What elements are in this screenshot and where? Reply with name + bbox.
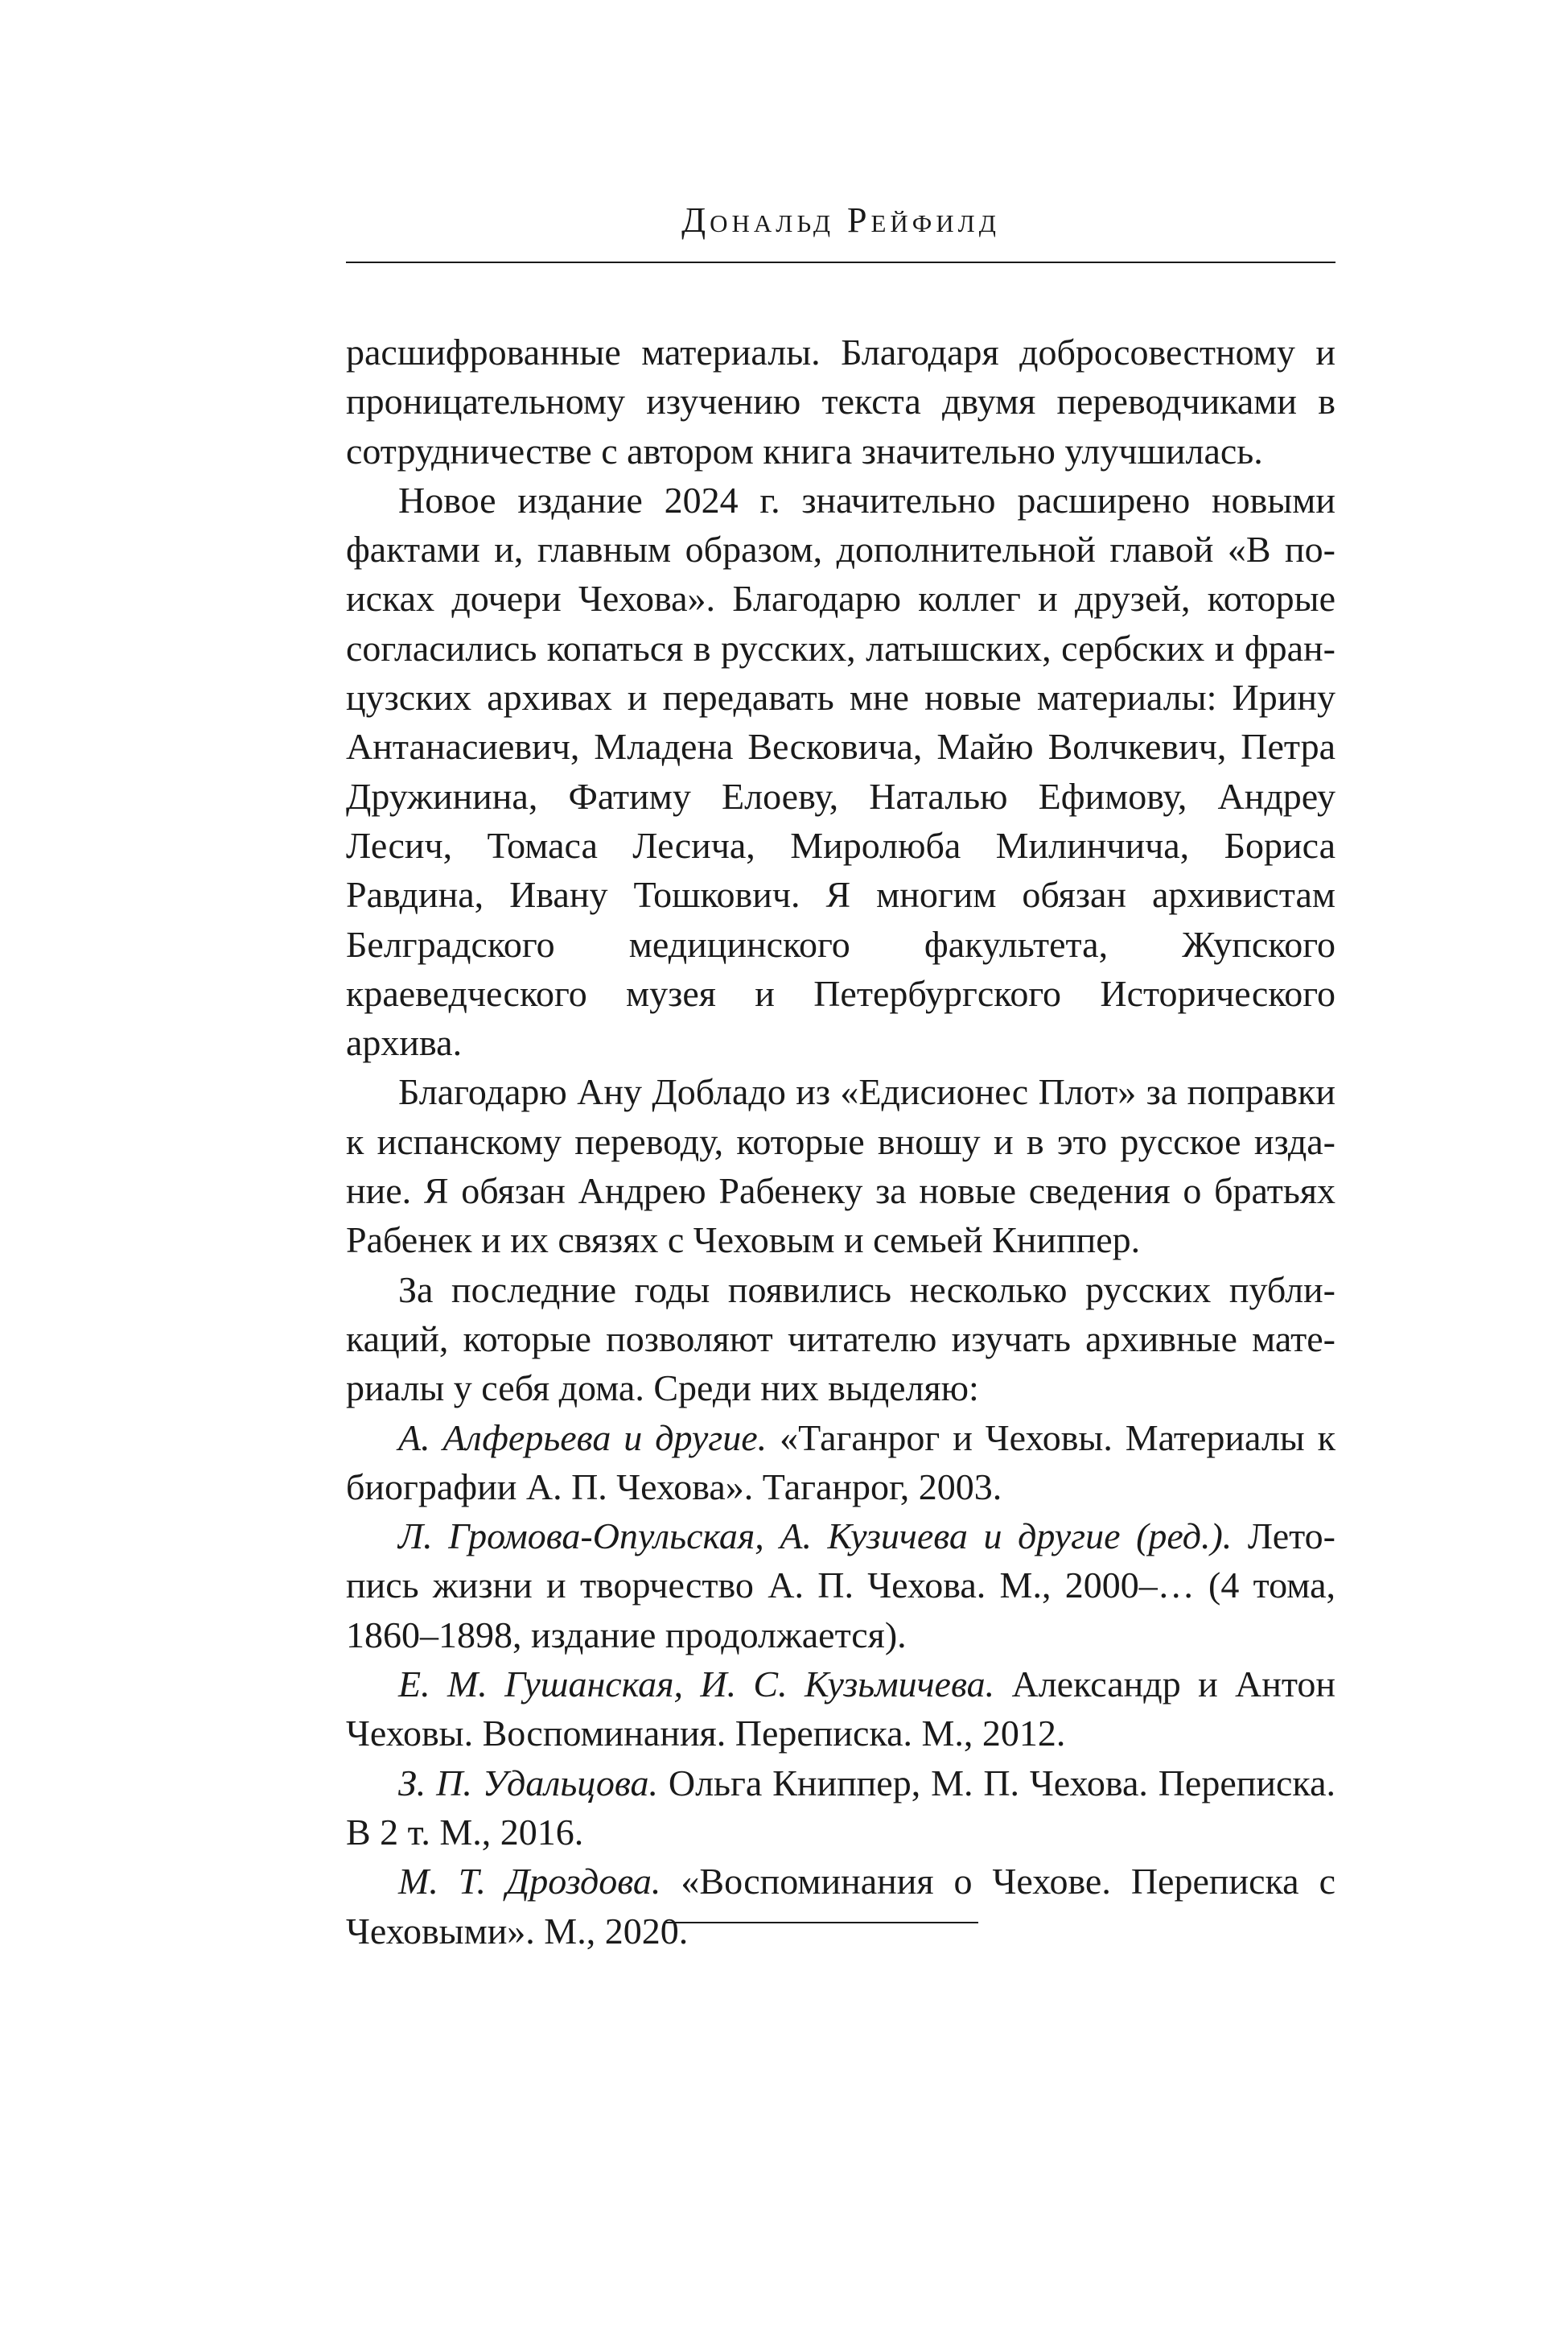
bibliography-authors: Л. Громова-Опульская, А. Кузичева и другие (ред.). xyxy=(398,1515,1233,1557)
bibliography-entry xyxy=(346,1413,1335,1512)
paragraph-publications-intro: За последние годы появились несколько русских публикаций, которые позволяют читателю изучать архивные материалы у себя дома. Среди них выделяю: xyxy=(346,1268,1335,1409)
bibliography-details: Александр и Антон Чеховы. Воспоминания. Переписка. М., 2012. xyxy=(346,1663,1336,1754)
running-head: Дональд Рейфилд xyxy=(681,200,1000,240)
section-end-rule xyxy=(666,1922,978,1923)
bibliography-entry xyxy=(346,1659,1335,1758)
paragraph-continuation: расшифрованные материалы. Благодаря добросовестному и проницательному изучению текста двумя переводчиками в сотрудничестве с автором книга значительно улучшилась. xyxy=(346,332,1335,472)
bibliography-entry xyxy=(346,1857,1335,1956)
bibliography-details: «Таганрог и Чеховы. Материалы к биографии А. П. Чехова». Таганрог, 2003. xyxy=(346,1416,1336,1507)
bibliography-authors: З. П. Удальцова. xyxy=(398,1762,659,1803)
body-text xyxy=(346,328,1335,1956)
bibliography-entry xyxy=(346,1511,1335,1659)
bibliography-authors: А. Алферьева и другие. xyxy=(398,1416,768,1458)
paragraph-spanish-translation: Благодарю Ану Добладо из «Едисионес Плот» за поправки к испанскому переводу, которые вношу и в это русское издание. Я обязан Андрею Рабенеку за новые сведения о братьях Рабенек и их связях с Чеховым и семьей Книппер. xyxy=(346,1071,1335,1261)
bibliography-details: Ольга Книппер, М. П. Чехова. Переписка. В 2 т. М., 2016. xyxy=(346,1762,1335,1853)
bibliography-entry xyxy=(346,1758,1335,1857)
bibliography-authors: М. Т. Дроздова. xyxy=(398,1861,661,1902)
paragraph-new-edition: Новое издание 2024 г. значительно расширено новыми фактами и, главным образом, дополнительной главой «В поисках дочери Чехова». Благодарю коллег и друзей, которые согласились копаться в русских, латышских, сербских и французских архивах и передавать мне новые материалы: Ирину Антанасиевич, Младена Весковича, Майю Волчкевич, Петра Дружинина, Фатиму Елоеву, Наталью Ефимову, Андреу Лесич, Томаса Лесича, Миролюба Милинчича, Бориса Равдина, Ивану Тошкович. Я многим обязан архивистам Белградского медицинского факультета, Жупского краеведческого музея и Петербургского Исторического архива. xyxy=(346,479,1335,1064)
bibliography-details: Летопись жизни и творчество А. П. Чехова. М., 2000–… (4 тома, 1860–1898, издание продолжается). xyxy=(346,1515,1335,1655)
bibliography-details: «Воспоминания о Чехове. Переписка с Чеховыми». М., 2020. xyxy=(346,1861,1335,1952)
bibliography-authors: Е. М. Гушанская, И. С. Кузьмичева. xyxy=(398,1663,995,1705)
header-rule xyxy=(346,262,1335,263)
